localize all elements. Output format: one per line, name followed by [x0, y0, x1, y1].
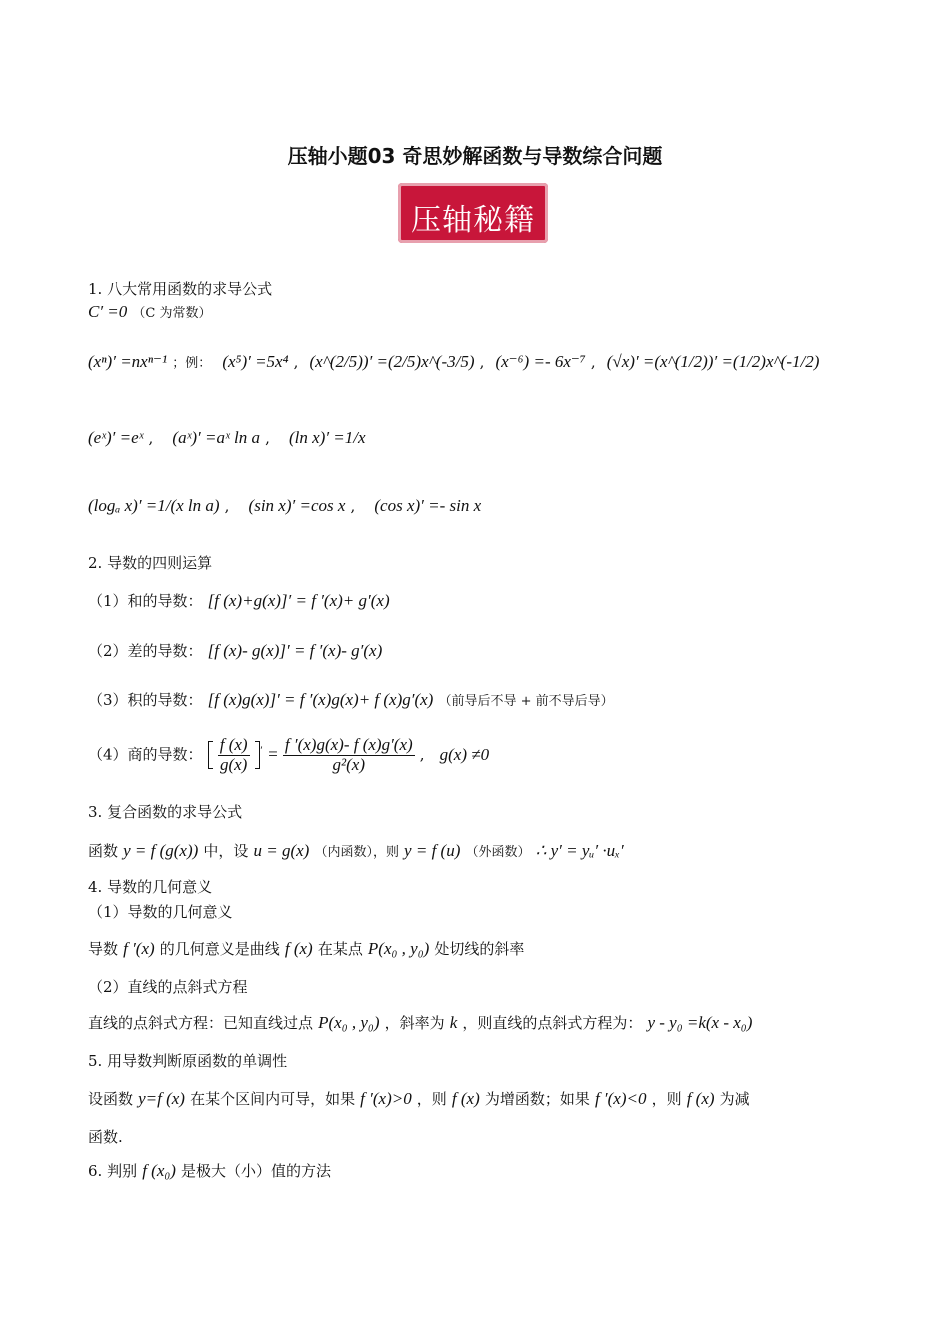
- quotient-label: （4）商的导数：: [88, 745, 203, 764]
- chain-formula-outer: y = f (g(x)): [123, 841, 199, 860]
- section-6-heading: 6. 判别 f (x₀) 是极大（小）值的方法: [88, 1161, 332, 1180]
- quotient-condition: g(x) ≠0: [439, 744, 490, 764]
- page-title: 压轴小题03 奇思妙解函数与导数综合问题: [287, 144, 663, 168]
- power-rule: (xⁿ)′ =nxⁿ⁻¹: [88, 352, 168, 371]
- exp-e-rule: (eˣ)′ =eˣ: [88, 428, 144, 447]
- chain-text-2: 中，设: [203, 842, 249, 860]
- example-2: (x^(2/5))′ =(2/5)x^(-3/5): [309, 352, 475, 371]
- geometric-meaning-row: 导数 f ′(x) 的几何意义是曲线 f (x) 在某点 P(x₀ , y₀) 处切线的斜率: [88, 939, 525, 958]
- ln-rule: (ln x)′ =1/x: [288, 428, 366, 447]
- chain-text-3: （内函数），则: [314, 845, 399, 860]
- sum-rule-row: [88, 590, 390, 611]
- section-3-heading: 3. 复合函数的求导公式: [88, 803, 243, 821]
- exp-a-rule: (aˣ)′ =aˣ ln a: [172, 428, 261, 447]
- chain-result: ∴ y′ = yᵤ′ ·uₓ′: [535, 841, 624, 860]
- example-4: (√x)′ =(x^(1/2))′ =(1/2)x^(-1/2): [606, 352, 820, 371]
- section-2-heading: 2. 导数的四则运算: [88, 554, 213, 572]
- chain-text-1: 函数: [88, 842, 119, 860]
- quotient-fraction: [283, 736, 415, 774]
- product-rule-row: [88, 689, 614, 710]
- monotonicity-row: 设函数 y=f (x) 在某个区间内可导，如果 f ′(x)>0 ，则 f (x) 为增函数；如果 f ′(x)<0 ，则 f (x) 为减: [88, 1089, 750, 1108]
- section-5-heading: 5. 用导数判断原函数的单调性: [88, 1052, 288, 1070]
- chain-text-4: （外函数）: [465, 845, 531, 860]
- section-4-sub-2: （2）直线的点斜式方程: [88, 978, 248, 996]
- product-label: （3）积的导数：: [88, 691, 203, 709]
- const-formula: C′ =0: [88, 302, 128, 321]
- log-rule: (logₐ x)′ =1/(x ln a): [88, 496, 220, 515]
- section-4-heading: 4. 导数的几何意义: [88, 878, 213, 896]
- sum-rule: [f (x)+g(x)]′ = f ′(x)+ g′(x): [207, 591, 390, 610]
- section-1-heading: 1. 八大常用函数的求导公式: [88, 280, 273, 298]
- chain-formula-u: y = f (u): [404, 841, 461, 860]
- example-3: (x⁻⁶) =- 6x⁻⁷: [495, 352, 586, 371]
- section-4-sub-1: （1）导数的几何意义: [88, 903, 233, 921]
- quotient-numerator: f ′(x)g(x)- f (x)g′(x): [284, 735, 413, 754]
- const-note: （C 为常数）: [132, 306, 212, 321]
- example-1: (x⁵)′ =5x⁴: [222, 352, 289, 371]
- diff-rule-row: [88, 640, 382, 661]
- quotient-rule-row: （4）商的导数： $\frac{f (x)}{g(x)}$ ′ = $\frac{f '(x)g(x)- f (x)g'(x)}{\text{g²(x)}}$ , g(x) ≠0: [88, 735, 490, 774]
- chain-formula-inner: u = g(x): [253, 841, 310, 860]
- sin-rule: (sin x)′ =cos x: [248, 496, 346, 515]
- quotient-inner: $\frac{f (x)}{g(x)}$: [219, 735, 248, 774]
- power-rule-row: (xⁿ)′ =nxⁿ⁻¹ ；例： (x⁵)′ =5x⁴ , (x^(2/5))′ =(2/5)x^(-3/5) , (x⁻⁶) =- 6x⁻⁷ , (√x)′ =(x^(1/2))′ =(1/2)x^(-1/2): [88, 352, 820, 371]
- section-badge: [398, 183, 548, 243]
- chain-rule-row: [88, 840, 624, 861]
- point-slope-row: 直线的点斜式方程：已知直线过点 P(x₀ , y₀) ，斜率为 k ，则直线的点斜式方程为： y - y₀ =k(x - x₀): [88, 1013, 753, 1032]
- sum-label: （1）和的导数：: [88, 592, 203, 610]
- badge-label: 压轴秘籍: [411, 203, 535, 238]
- diff-rule: [f (x)- g(x)]′ = f ′(x)- g′(x): [207, 641, 383, 660]
- product-rule: [f (x)g(x)]′ = f ′(x)g(x)+ f (x)g′(x): [207, 690, 434, 709]
- exp-row: (eˣ)′ =eˣ , (aˣ)′ =aˣ ln a , (ln x)′ =1/x: [88, 428, 366, 447]
- product-note: （前导后不导 + 前不导后导）: [438, 694, 614, 709]
- diff-label: （2）差的导数：: [88, 642, 203, 660]
- quotient-denominator: g²(x): [332, 754, 366, 774]
- example-label: ；例：: [172, 356, 212, 371]
- log-trig-row: (logₐ x)′ =1/(x ln a) , (sin x)′ =cos x , (cos x)′ =- sin x: [88, 496, 482, 515]
- const-rule: [88, 302, 211, 322]
- monotonicity-row-end: 函数.: [88, 1128, 123, 1146]
- cos-rule: (cos x)′ =- sin x: [374, 496, 482, 515]
